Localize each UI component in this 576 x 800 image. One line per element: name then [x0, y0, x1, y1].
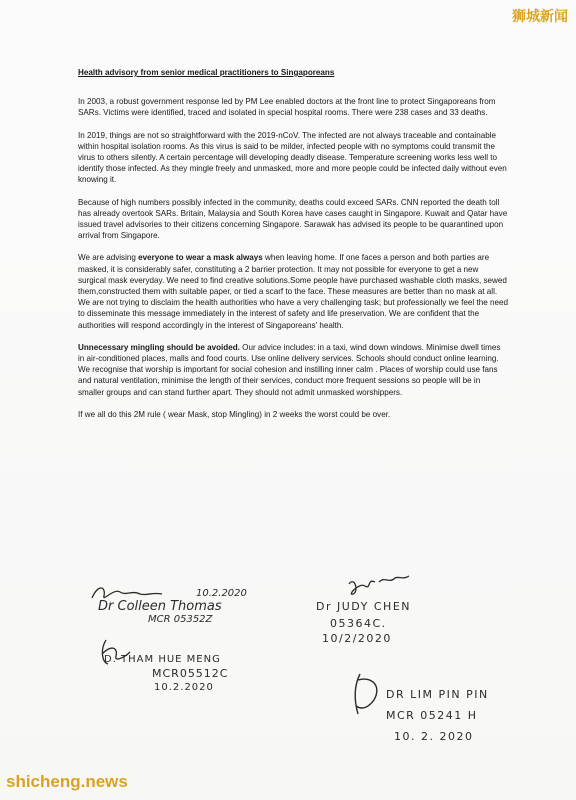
signature-tham-mcr: MCR05512C [152, 667, 229, 680]
signature-thomas-date: 10.2.2020 [196, 588, 247, 599]
signature-lim-name: DR LIM PIN PIN [386, 688, 489, 701]
signature-lim-mcr: MCR 05241 H [386, 709, 478, 722]
signature-chen-name: Dr JUDY CHEN [316, 600, 411, 613]
signature-tham-date: 10.2.2020 [154, 682, 214, 693]
paragraph-2m-rule: If we all do this 2M rule ( wear Mask, stop Mingling) in 2 weeks the worst could be over. [78, 409, 391, 419]
paragraph-deaths: Because of high numbers possibly infected in the community, deaths could exceed SARs. CNN reported the death toll has already overtook SARs. Britain, Malaysia and South Korea have cases caught in Singapore. Kuwait and Qatar have issued travel advisories to their citizens concerning Singapore. Sarawak has advised its people to be quarantined upon arrival from Singapore. [78, 197, 508, 241]
signature-tham [104, 654, 229, 693]
signature-thomas-mcr: MCR 05352Z [148, 614, 213, 625]
document-title: Health advisory from senior medical practitioners to Singaporeans [78, 68, 335, 77]
mingling-body: Our advice includes: in a taxi, wind down windows. Minimise dwell times in air-conditioned places, malls and food courts. Use online delivery services. Schools should conduct online learning. We recognise that worship is important for social cohesion and instilling inner calm . Places of worship could use fans and natural ventilation, minimise the length of their services, conduct more frequent sessions so people will be in smaller groups and can stand further apart. They should not admit unmasked worshippers. [78, 342, 501, 397]
paragraph-masks [78, 252, 508, 330]
signature-scribble-lim [348, 670, 388, 718]
signature-scribble-chen [345, 574, 415, 598]
masks-body: when leaving home. If one faces a person and both parties are masked, it is considerably safer, constituting a 2 barrier protection. It may not possible for everyone to get a new surgical mask everyday. We need to find creative solutions.Some people have purchased washable cloth masks, sewed them,constructed them with suitable paper, or tied a scarf to the face. These measures are better than no mask at all. We are not trying to disclaim the health authorities who have a very challenging task; but professionally we feel the need to disseminate this message immediately in the interest of safety and life preservation. We are confident that the authorities will respond accordingly in the interest of Singaporeans' health. [78, 253, 508, 330]
watermark-site-bottom: shicheng.news [6, 772, 128, 791]
masks-intro: We are advising [78, 253, 139, 263]
mingling-emphasis: Unnecessary mingling should be avoided. [78, 342, 240, 352]
advisory-text [78, 67, 508, 431]
paragraph-2019-ncov: In 2019, things are not so straightforward with the 2019-nCoV. The infected are not always traceable and containable within hospital isolation rooms. As this virus is said to be milder, infected people with no symptoms could transmit the virus to others silently. A certain percentage will developing deadly disease. Temperature screening works less well to identify those infected. As they mingle freely and unmasked, more and more people could be infected daily without even knowing it. [78, 130, 507, 185]
paragraph-mingling [78, 342, 508, 398]
signature-tham-name: D. THAM HUE MENG [104, 654, 221, 665]
signature-thomas [98, 588, 247, 625]
signature-chen-mcr: 05364C. [330, 617, 387, 630]
signature-lim [386, 688, 489, 743]
signature-thomas-name: Dr Colleen Thomas [98, 599, 222, 614]
signature-chen [316, 600, 411, 645]
watermark-logo-top: 狮城新闻 [512, 8, 568, 24]
masks-emphasis: everyone to wear a mask always [138, 253, 263, 263]
signature-chen-date: 10/2/2020 [322, 632, 392, 645]
paragraph-sars-2003: In 2003, a robust government response led by PM Lee enabled doctors at the front line to protect Singaporeans from SARs. Victims were identified, traced and isolated in special hospital rooms. There were 238 cases and 33 deaths. [78, 97, 496, 118]
signature-lim-date: 10. 2. 2020 [394, 730, 474, 743]
